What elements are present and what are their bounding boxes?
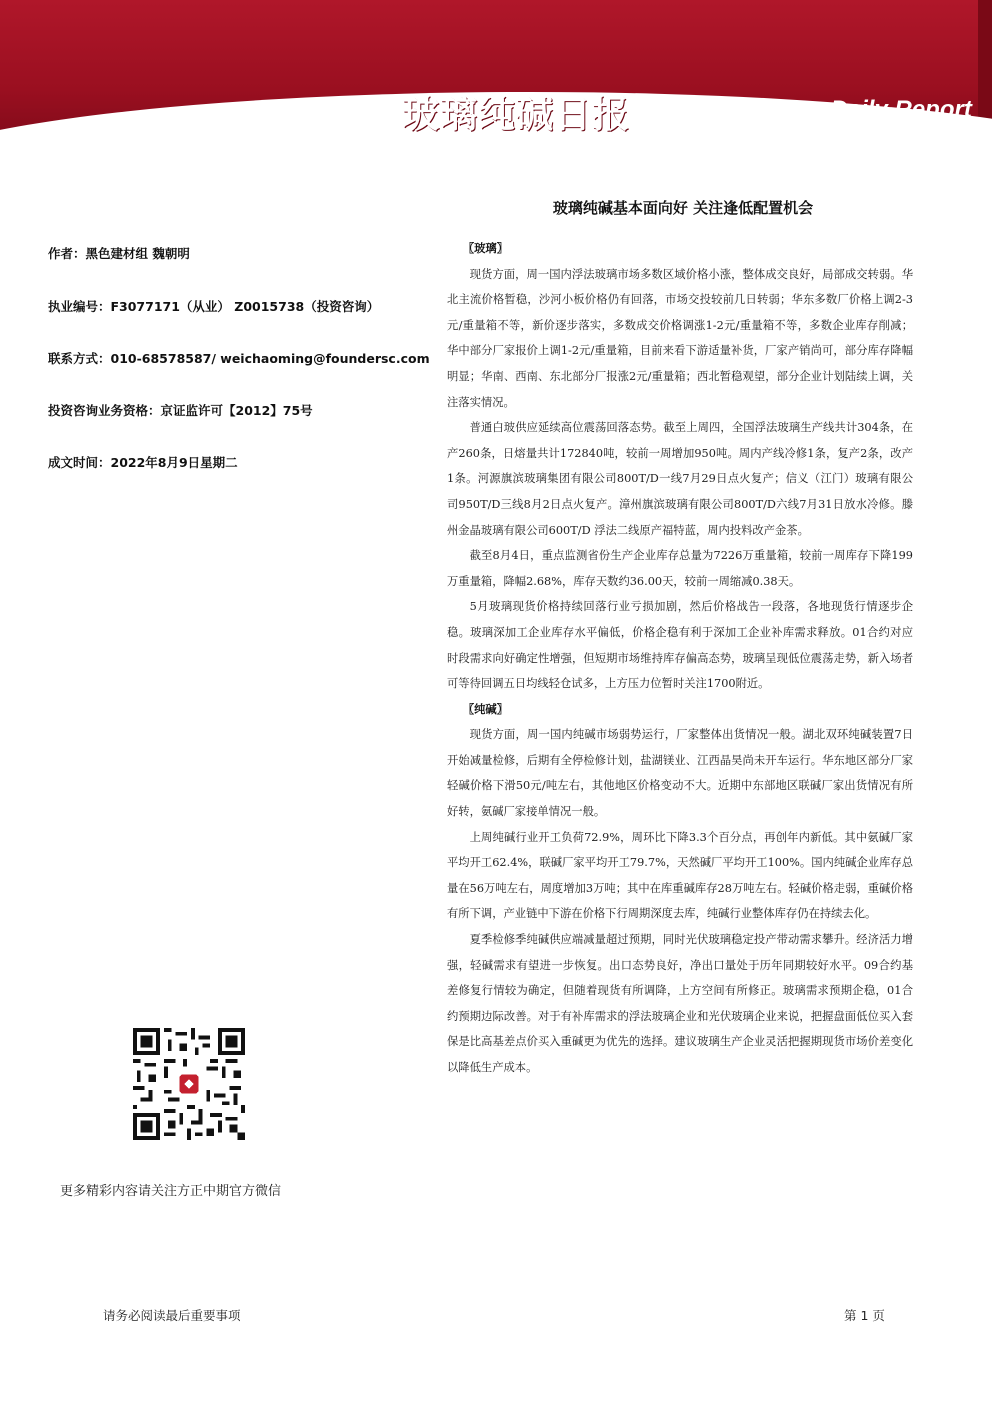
paragraph: 现货方面，周一国内浮法玻璃市场多数区域价格小涨，整体成交良好，局部成交转弱。华北主流价格暂稳，沙河小板价格仍有回落，市场交投较前几日转弱；华东多数厂价格上调2-3元/重量箱不等，新价逐步落实，多数成交价格调涨1-2元/重量箱不等，多数企业库存削减；华中部分厂家报价上调1-2元/重量箱，目前来看下游适量补货，厂家产销尚可，部分库存降幅明显；华南、西南、东北部分厂报涨2元/重量箱；西北暂稳观望，部分企业计划陆续上调，关注落实情况。 bbox=[447, 267, 913, 409]
paragraph: 截至8月4日，重点监测省份生产企业库存总量为7226万重量箱，较前一周库存下降199万重量箱，降幅2.68%，库存天数约36.00天，较前一周缩减0.38天。 bbox=[447, 549, 913, 588]
paragraph: 夏季检修季纯碱供应端减量超过预期，同时光伏玻璃稳定投产带动需求攀升。经济活力增强，轻碱需求有望进一步恢复。出口态势良好，净出口量处于历年同期较好水平。09合约基差修复行情较为确定，但随着现货有所调降，上方空间有所修正。玻璃需求预期企稳，01合约预期边际改善。对于有补库需求的浮法玻璃企业和光伏玻璃企业来说，把握盘面低位买入套保是比高基差点价买入重碱更为优先的选择。建议玻璃生产企业灵活把握期现货市场价差变化以降低生产成本。 bbox=[447, 933, 913, 1074]
paragraph: 现货方面，周一国内纯碱市场弱势运行，厂家整体出货情况一般。湖北双环纯碱装置7日开始减量检修，后期有全停检修计划，盐湖镁业、江西晶昊尚未开车运行。华东地区部分厂家轻碱价格下滑50元/吨左右，其他地区价格变动不大。近期中东部地区联碱厂家出货情况有所好转，氨碱厂家接单情况一般。 bbox=[447, 728, 913, 819]
paragraph: 上周纯碱行业开工负荷72.9%，周环比下降3.3个百分点，再创年内新低。其中氨碱厂家平均开工62.4%，联碱厂家平均开工79.7%，天然碱厂平均开工100%。国内纯碱企业库存总量在56万吨左右，周度增加3万吨；其中在库重碱库存28万吨左右。轻碱价格走弱，重碱价格有所下调，产业链中下游在价格下行周期深度去库，纯碱行业整体库存仍在持续去化。 bbox=[447, 830, 913, 921]
contact-line[interactable]: 联系方式：010-68578587/ weichaoming@foundersc.com bbox=[48, 351, 430, 366]
qualification-line: 投资咨询业务资格：京证监许可【2012】75号 bbox=[48, 403, 313, 418]
license-line: 执业编号：F3077171（从业） Z0015738（投资咨询） bbox=[48, 299, 380, 314]
qr-caption: 更多精彩内容请关注方正中期官方微信 bbox=[60, 1184, 282, 1199]
report-title-cn: 玻璃纯碱日报 bbox=[402, 93, 630, 136]
qr-code-icon[interactable] bbox=[133, 1028, 245, 1140]
page-number: 第 1 页 bbox=[844, 1308, 885, 1323]
article-title: 玻璃纯碱基本面向好 关注逢低配置机会 bbox=[552, 199, 814, 217]
section-heading-glass: 〖玻璃〗 bbox=[462, 241, 509, 255]
author-line: 作者：黑色建材组 魏朝明 bbox=[48, 246, 190, 261]
date-line: 成文时间：2022年8月9日星期二 bbox=[48, 455, 238, 470]
section-heading-soda: 〖纯碱〗 bbox=[462, 701, 509, 716]
header-banner bbox=[0, 0, 992, 150]
footer-notice: 请务必阅读最后重要事项 bbox=[103, 1308, 241, 1323]
paragraph: 5月玻璃现货价格持续回落行业亏损加剧，然后价格战告一段落，各地现货行情逐步企稳。玻璃深加工企业库存水平偏低，价格企稳有利于深加工企业补库需求释放。01合约对应时段需求向好确定性增强，但短期市场维持库存偏高态势，玻璃呈现低位震荡走势，新入场者可等待回调五日均线轻仓试多，上方压力位暂时关注1700附近。 bbox=[447, 600, 913, 691]
article-body bbox=[447, 236, 913, 1081]
paragraph: 普通白玻供应延续高位震荡回落态势。截至上周四，全国浮法玻璃生产线共计304条，在产260条，日熔量共计172840吨，较前一周增加950吨。周内产线冷修1条，复产2条，改产1条。河源旗滨玻璃集团有限公司800T/D一线7月29日点火复产；信义（江门）玻璃有限公司950T/D三线8月2日点火复产。漳州旗滨玻璃有限公司800T/D六线7月31日放水冷修。滕州金晶玻璃有限公司600T/D 浮法二线原产福特蓝，周内投料改产金茶。 bbox=[447, 421, 913, 537]
report-title-en: FG&SA Futures Daily Report bbox=[646, 96, 972, 123]
